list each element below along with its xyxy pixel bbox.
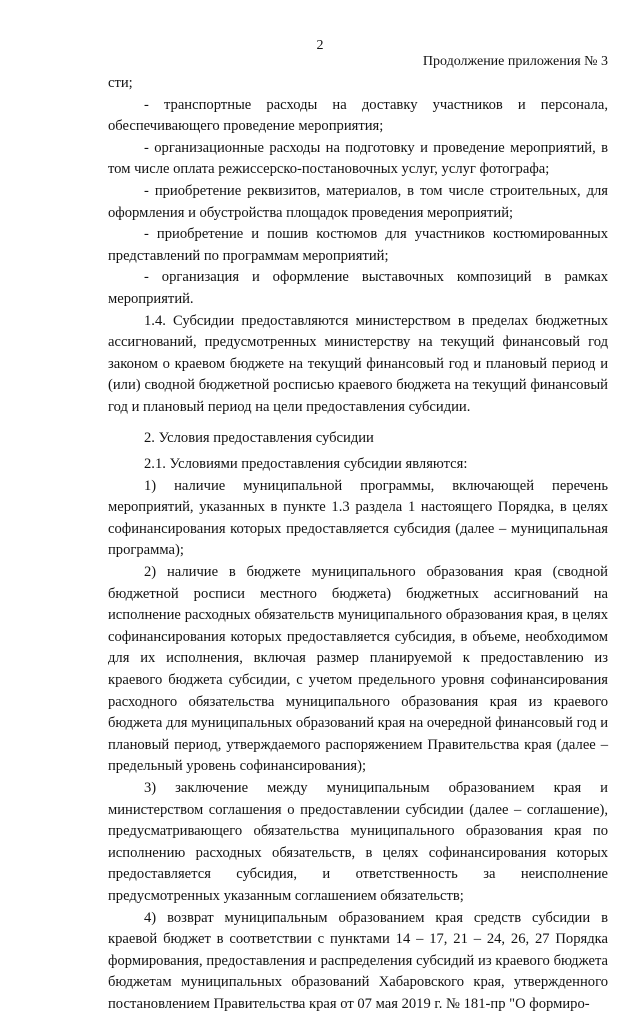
condition-item: 1) наличие муниципальной программы, включающей перечень мероприятий, указанных в пункте 1.3 раздела 1 настоящего Порядка, в целях софинансирования которых предоставляется субсидия (далее – муниципальная программа);	[108, 477, 608, 559]
continued-fragment: сти;	[108, 75, 133, 91]
expense-item: - организация и оформление выставочных композиций в рамках мероприятий.	[108, 269, 608, 307]
section-2-title: 2. Условия предоставления субсидии	[144, 429, 374, 446]
continuation-note: Продолжение приложения № 3	[422, 54, 608, 69]
paragraph-1-4: 1.4. Субсидии предоставляются министерством в пределах бюджетных ассигнований, предусмотренных министерству на текущий финансовый год законом о краевом бюджете на текущий финансовый год и плановый период и (или) сводной бюджетной росписью краевого бюджета на текущий финансовый год и плановый период на цели предоставления субсидии.	[108, 312, 608, 415]
page-number: 2	[316, 38, 324, 53]
paragraph-2-1: 2.1. Условиями предоставления субсидии являются:	[144, 456, 468, 473]
expense-item: - транспортные расходы на доставку участников и персонала, обеспечивающего проведение мероприятия;	[108, 96, 608, 135]
condition-item: 3) заключение между муниципальным образованием края и министерством соглашения о предоставлении субсидии (далее – соглашение), предусматривающего обязательства муниципального образования края по исполнению расходных обязательств, в целях софинансирования которых предоставляется субсидия, и ответственность за неисполнение предусмотренных указанным соглашением обязательств;	[108, 780, 608, 904]
condition-item: 2) наличие в бюджете муниципального образования края (сводной бюджетной росписи местного бюджета) бюджетных ассигнований на исполнение расходных обязательств муниципального образования края, в целях софинансирования которых предоставляется субсидия, в объеме, необходимом для их исполнения, включая размер планируемой к предоставлению из краевого бюджета субсидии, с учетом предельного уровня софинансирования расходного обязательства муниципального образования края из краевого бюджета для муниципальных образований края на очередной финансовый год и плановый период, утверждаемого распоряжением Правительства края (далее – предельный уровень софинансирования);	[108, 564, 608, 775]
document-body	[108, 73, 608, 1016]
condition-item: 4) возврат муниципальным образованием края средств субсидии в краевой бюджет в соответствии с пунктами 14 – 17, 21 – 24, 26, 27 Порядка формирования, предоставления и распределения субсидий из краевого бюджета бюджетам муниципальных образований Хабаровского края, утвержденного постановлением Правительства края от 07 мая 2019 г. № 181-пр "О формиро-	[108, 909, 608, 1012]
expense-item: - организационные расходы на подготовку и проведение мероприятий, в том числе оплата режиссерско-постановочных услуг, услуг фотографа;	[108, 139, 608, 178]
expense-item: - приобретение и пошив костюмов для участников костюмированных представлений по программам мероприятий;	[108, 226, 608, 264]
expense-item: - приобретение реквизитов, материалов, в том числе строительных, для оформления и обустройства площадок проведения мероприятий;	[108, 182, 608, 221]
